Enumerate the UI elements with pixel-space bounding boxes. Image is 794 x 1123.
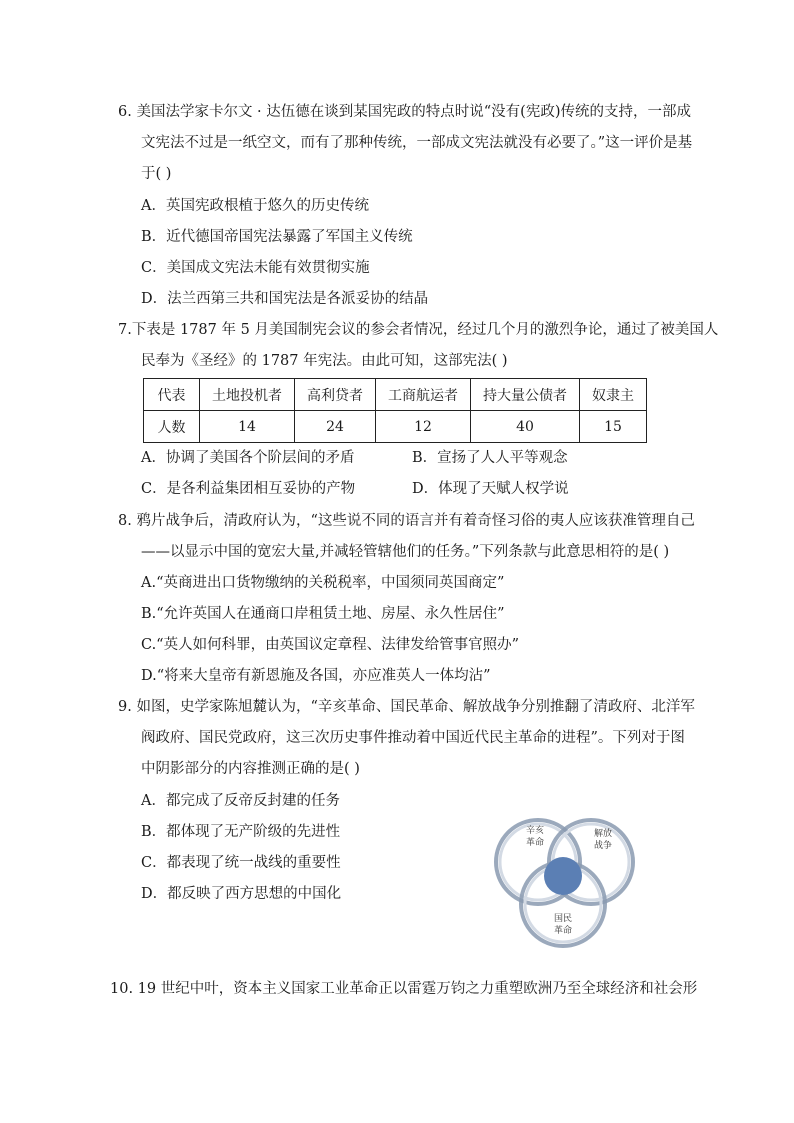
venn-diagram bbox=[494, 812, 636, 950]
venn-label-xinhai-2: 革命 bbox=[526, 838, 545, 848]
q7-table bbox=[143, 378, 647, 443]
venn-label-guomin-2: 革命 bbox=[554, 926, 573, 936]
q7-line-1: 7.下表是 1787 年 5 月美国制宪会议的参会者情况，经过几个月的激烈争论，通过了被美国人 bbox=[118, 322, 719, 338]
table-header-cell: 奴隶主 bbox=[580, 379, 647, 411]
q6-line-2: 文宪法不过是一纸空文，而有了那种传统，一部成文宪法就没有必要了。”这一评价是基 bbox=[141, 135, 693, 151]
q6-option-b: B．近代德国帝国宪法暴露了军国主义传统 bbox=[141, 229, 413, 245]
venn-label-jiefang-1: 解放 bbox=[594, 829, 613, 839]
q6-option-a: A．英国宪政根植于悠久的历史传统 bbox=[141, 198, 369, 214]
venn-shaded-intersection bbox=[544, 857, 582, 895]
q9-line-3: 中阴影部分的内容推测正确的是( ) bbox=[141, 761, 360, 777]
table-cell: 12 bbox=[376, 411, 471, 443]
table-cell: 40 bbox=[471, 411, 580, 443]
q9-line-1: 9. 如图，史学家陈旭麓认为，“辛亥革命、国民革命、解放战争分别推翻了清政府、北洋军 bbox=[118, 699, 695, 715]
q8-option-c: C.“英人如何科罪，由英国议定章程、法律发给管事官照办” bbox=[141, 637, 520, 653]
venn-label-xinhai-1: 辛亥 bbox=[526, 826, 545, 836]
q9-option-b: B．都体现了无产阶级的先进性 bbox=[141, 824, 341, 840]
q8-option-a: A.“英商进出口货物缴纳的关税税率，中国须同英国商定” bbox=[141, 575, 505, 591]
q6-option-d: D．法兰西第三共和国宪法是各派妥协的结晶 bbox=[141, 291, 429, 307]
q7-option-b: B．宣扬了人人平等观念 bbox=[412, 450, 568, 466]
q9-option-a: A．都完成了反帝反封建的任务 bbox=[141, 793, 340, 809]
q8-line-1: 8. 鸦片战争后，清政府认为，“这些说不同的语言并有着奇怪习俗的夷人应该获准管理自己 bbox=[118, 513, 695, 529]
table-cell: 24 bbox=[295, 411, 376, 443]
table-cell: 15 bbox=[580, 411, 647, 443]
q6-option-c: C．美国成文宪法未能有效贯彻实施 bbox=[141, 260, 370, 276]
table-header-cell: 持大量公债者 bbox=[471, 379, 580, 411]
table-cell: 人数 bbox=[144, 411, 200, 443]
q6-line-3: 于( ) bbox=[141, 166, 172, 182]
q9-option-c: C．都表现了统一战线的重要性 bbox=[141, 855, 341, 871]
table-row bbox=[144, 411, 647, 443]
q7-option-a: A．协调了美国各个阶层间的矛盾 bbox=[141, 450, 355, 466]
q10-line-1: 10. 19 世纪中叶，资本主义国家工业革命正以雷霆万钧之力重塑欧洲乃至全球经济和社会形 bbox=[110, 981, 698, 997]
q7-option-d: D．体现了天赋人权学说 bbox=[412, 481, 569, 497]
q8-line-2: ——以显示中国的宽宏大量,并减轻管辖他们的任务。”下列条款与此意思相符的是( ) bbox=[141, 544, 670, 560]
table-header-cell: 高利贷者 bbox=[295, 379, 376, 411]
venn-label-guomin-1: 国民 bbox=[554, 914, 573, 924]
table-cell: 14 bbox=[200, 411, 295, 443]
q6-line-1: 6. 美国法学家卡尔文 · 达伍德在谈到某国宪政的特点时说“没有(宪政)传统的支持，一部成 bbox=[118, 104, 691, 120]
table-row bbox=[144, 379, 647, 411]
table-header-cell: 工商航运者 bbox=[376, 379, 471, 411]
q9-line-2: 阀政府、国民党政府，这三次历史事件推动着中国近代民主革命的进程”。下列对于图 bbox=[141, 730, 685, 746]
q7-line-2: 民奉为《圣经》的 1787 年宪法。由此可知，这部宪法( ) bbox=[141, 353, 508, 369]
q7-option-c: C．是各利益集团相互妥协的产物 bbox=[141, 481, 356, 497]
table-header-cell: 土地投机者 bbox=[200, 379, 295, 411]
q9-option-d: D．都反映了西方思想的中国化 bbox=[141, 886, 342, 902]
table-header-cell: 代表 bbox=[144, 379, 200, 411]
q8-option-b: B.“允许英国人在通商口岸租赁土地、房屋、永久性居住” bbox=[141, 606, 505, 622]
q8-option-d: D.“将来大皇帝有新恩施及各国，亦应准英人一体均沾” bbox=[141, 668, 491, 684]
venn-label-jiefang-2: 战争 bbox=[594, 841, 613, 851]
